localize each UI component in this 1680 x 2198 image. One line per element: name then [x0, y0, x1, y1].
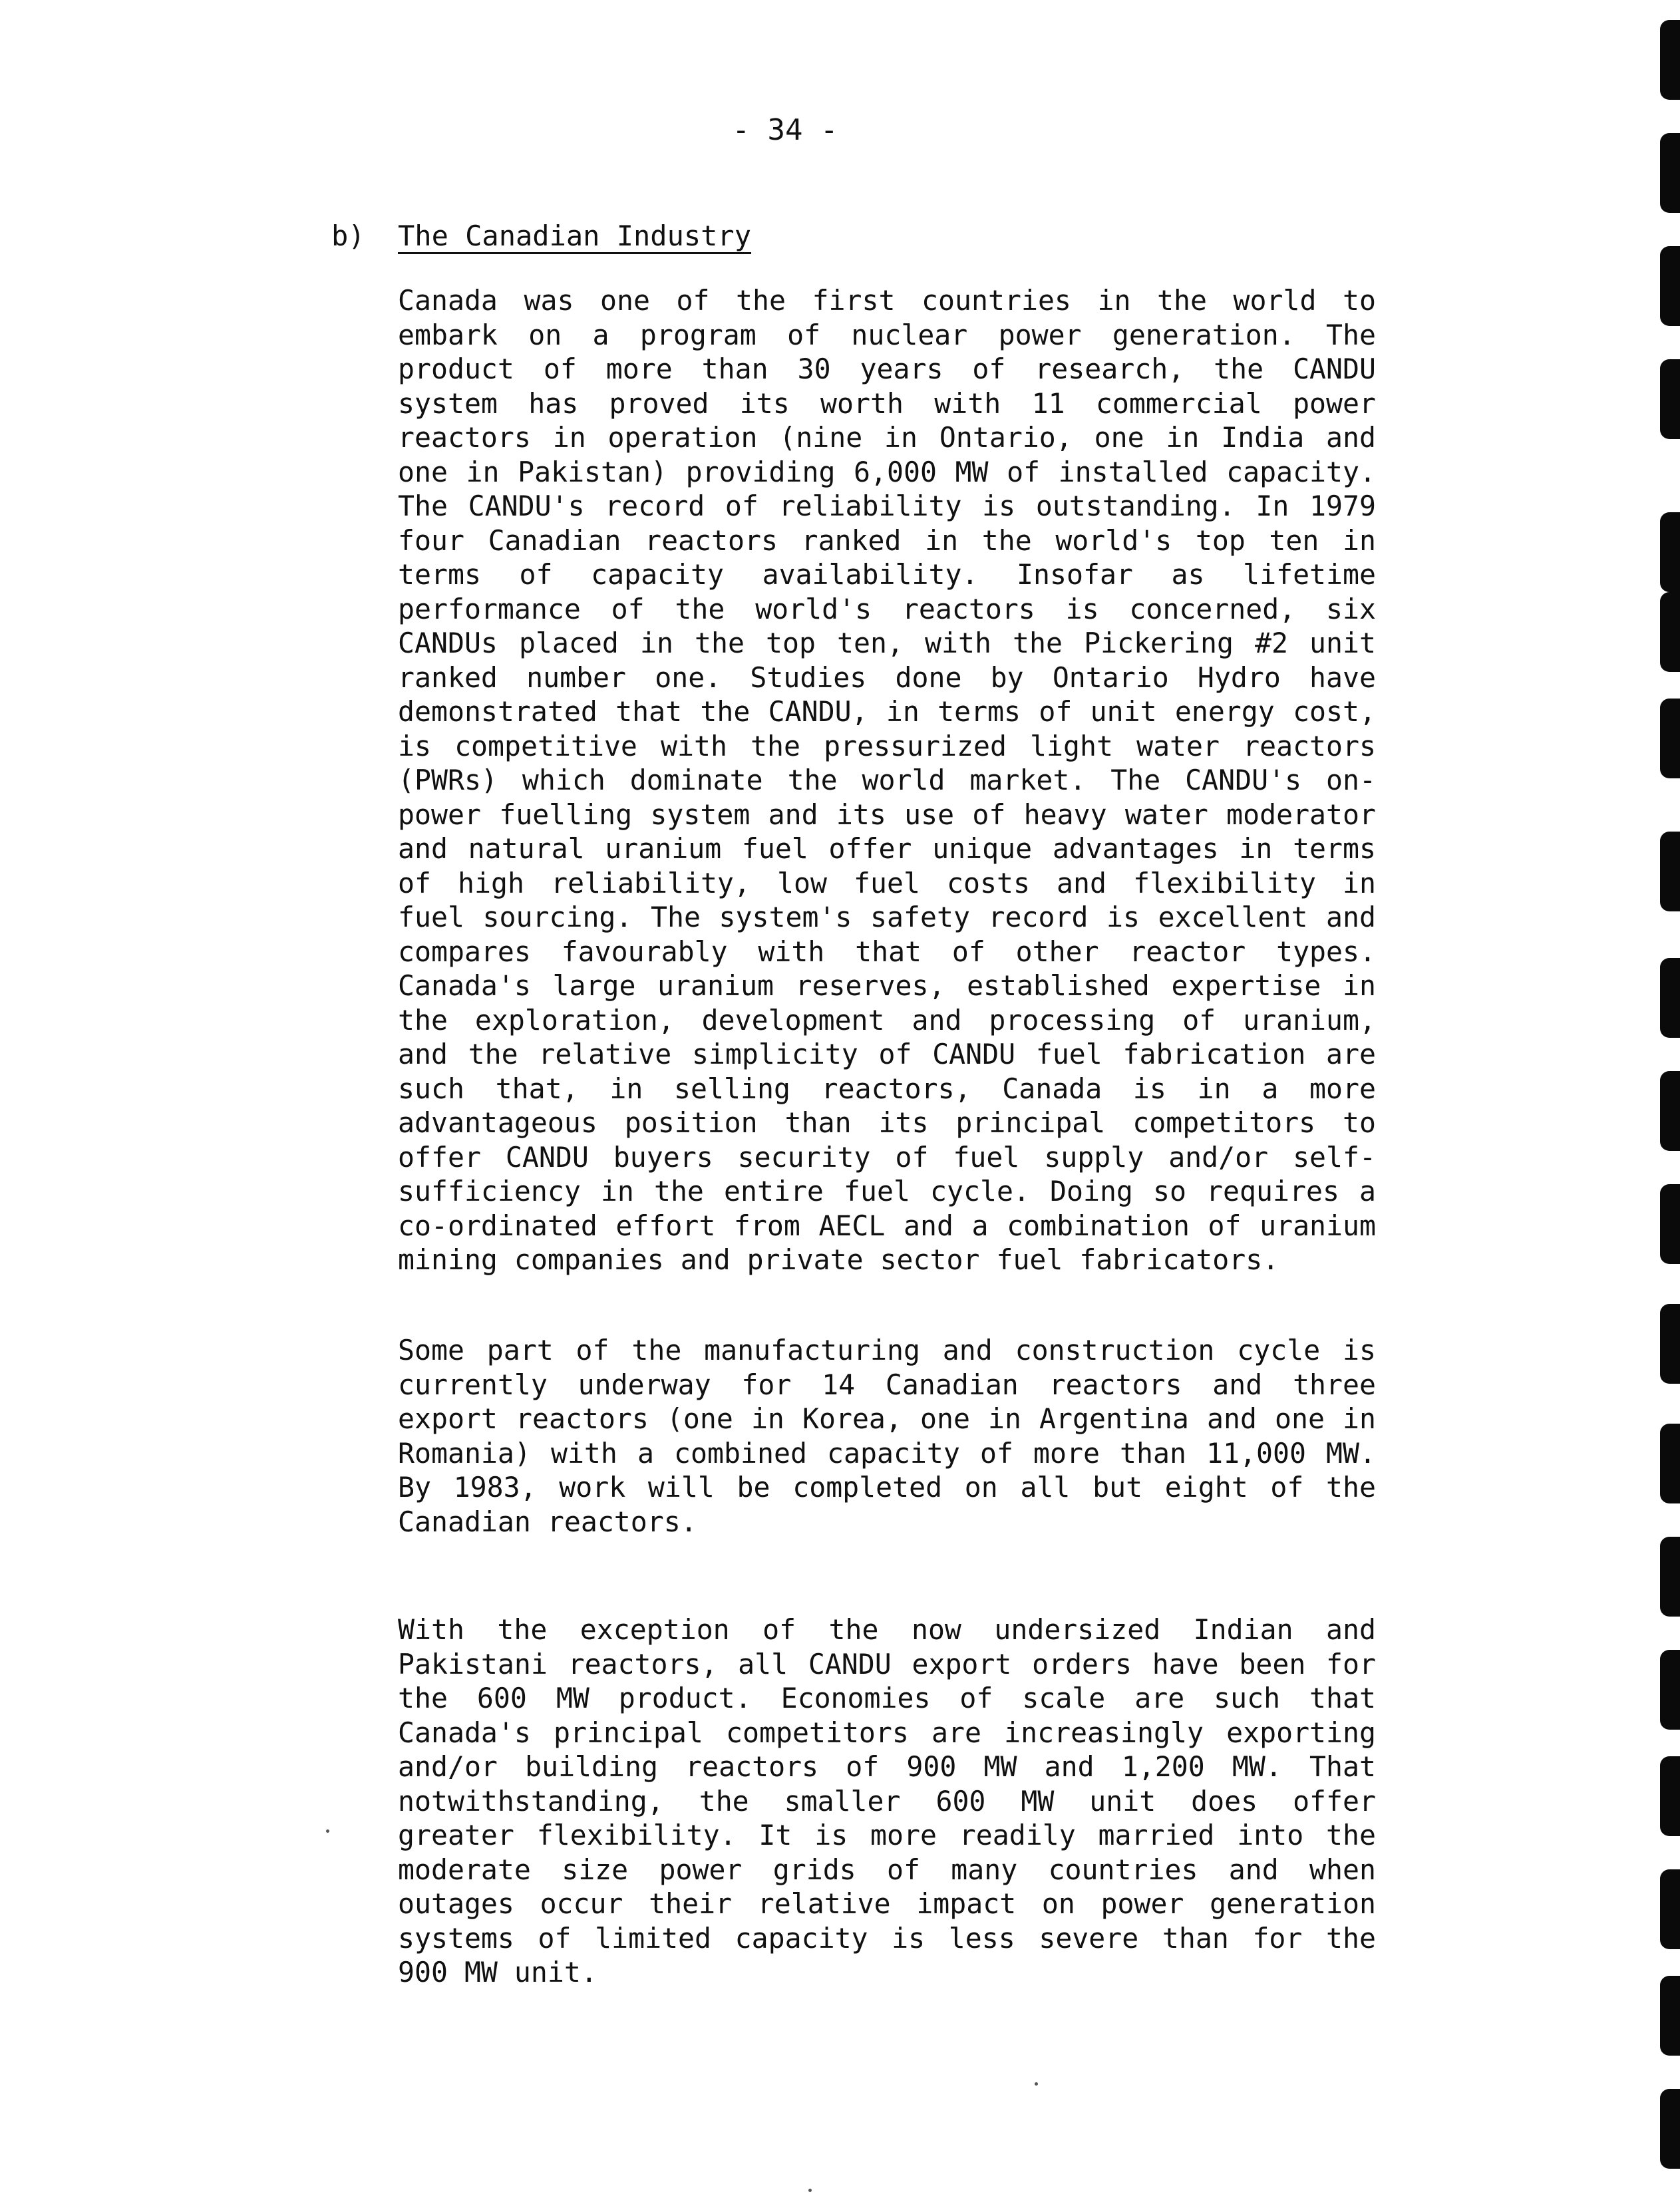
scan-speck: [326, 1829, 329, 1833]
binding-hole: [1660, 1071, 1680, 1151]
binding-hole: [1660, 512, 1680, 592]
binding-hole: [1660, 1976, 1680, 2056]
binding-hole: [1660, 246, 1680, 326]
binding-edge: [1640, 0, 1680, 2198]
paragraph-reactors-underway: Some part of the manufacturing and construction cycle is currently underway for 14 Canadian reactors and three export reactors (one in Korea, one in Argentina and one in Romania) with a combined capacity of more than 11,000 MW. By 1983, work will be completed on all but eight of the Canadian reactors.: [398, 1334, 1376, 1538]
binding-hole: [1660, 1869, 1680, 1949]
binding-hole: [1660, 1650, 1680, 1730]
binding-hole: [1660, 1184, 1680, 1264]
section-title: The Canadian Industry: [398, 220, 752, 252]
binding-hole: [1660, 1537, 1680, 1617]
binding-hole: [1660, 699, 1680, 778]
scan-speck: [808, 2189, 812, 2192]
paragraph-export-orders: With the exception of the now undersized Indian and Pakistani reactors, all CANDU export orders have been for the 600 MW product. Economies of scale are such that Canada's principal competitors are increasingly exporting and/or building reactors of 900 MW and 1,200 MW. That notwithstanding, the smaller 600 MW unit does offer greater flexibility. It is more readily married into the moderate size power grids of many countries and when outages occur their relative impact on power generation systems of limited capacity is less severe than for the 900 MW unit.: [398, 1613, 1376, 1988]
binding-hole: [1660, 1304, 1680, 1384]
binding-hole: [1660, 133, 1680, 213]
paragraph-canada-nuclear-program: Canada was one of the first countries in the world to embark on a program of nuclear power generation. The product of more than 30 years of research, the CANDU system has proved its worth with 11 commercial power reactors in operation (nine in Ontario, one in India and one in Pakistan) providing 6,000 MW of installed capacity. The CANDU's record of reliability is outstanding. In 1979 four Canadian reactors ranked in the world's top ten in terms of capacity availability. Insofar as lifetime performance of the world's reactors is concerned, six CANDUs placed in the top ten, with the Pickering #2 unit ranked number one. Studies done by Ontario Hydro have demonstrated that the CANDU, in terms of unit energy cost, is competitive with the pressurized light water reactors (PWRs) which dominate the world market. The CANDU's on-power fuelling system and its use of heavy water moderator and natural uranium fuel offer unique advantages in terms of high reliability, low fuel costs and flexibility in fuel sourcing. The system's safety record is excellent and compares favourably with that of other reactor types. Canada's large uranium reserves, established expertise in the exploration, development and processing of uranium, and the relative simplicity of CANDU fuel fabrication are such that, in selling reactors, Canada is in a more advantageous position than its principal competitors to offer CANDU buyers security of fuel supply and/or self-sufficiency in the entire fuel cycle. Doing so requires a co-ordinated effort from AECL and a combination of uranium mining companies and private sector fuel fabricators.: [398, 284, 1376, 1276]
binding-hole: [1660, 359, 1680, 439]
binding-hole: [1660, 832, 1680, 911]
binding-hole: [1660, 2089, 1680, 2169]
scan-speck: [1035, 2082, 1038, 2086]
section-heading: [331, 220, 751, 252]
page-number: - 34 -: [732, 113, 838, 147]
binding-hole: [1660, 958, 1680, 1038]
binding-hole: [1660, 20, 1680, 100]
binding-hole: [1660, 592, 1680, 672]
binding-hole: [1660, 1756, 1680, 1836]
section-label: b): [331, 220, 365, 252]
binding-hole: [1660, 1424, 1680, 1503]
